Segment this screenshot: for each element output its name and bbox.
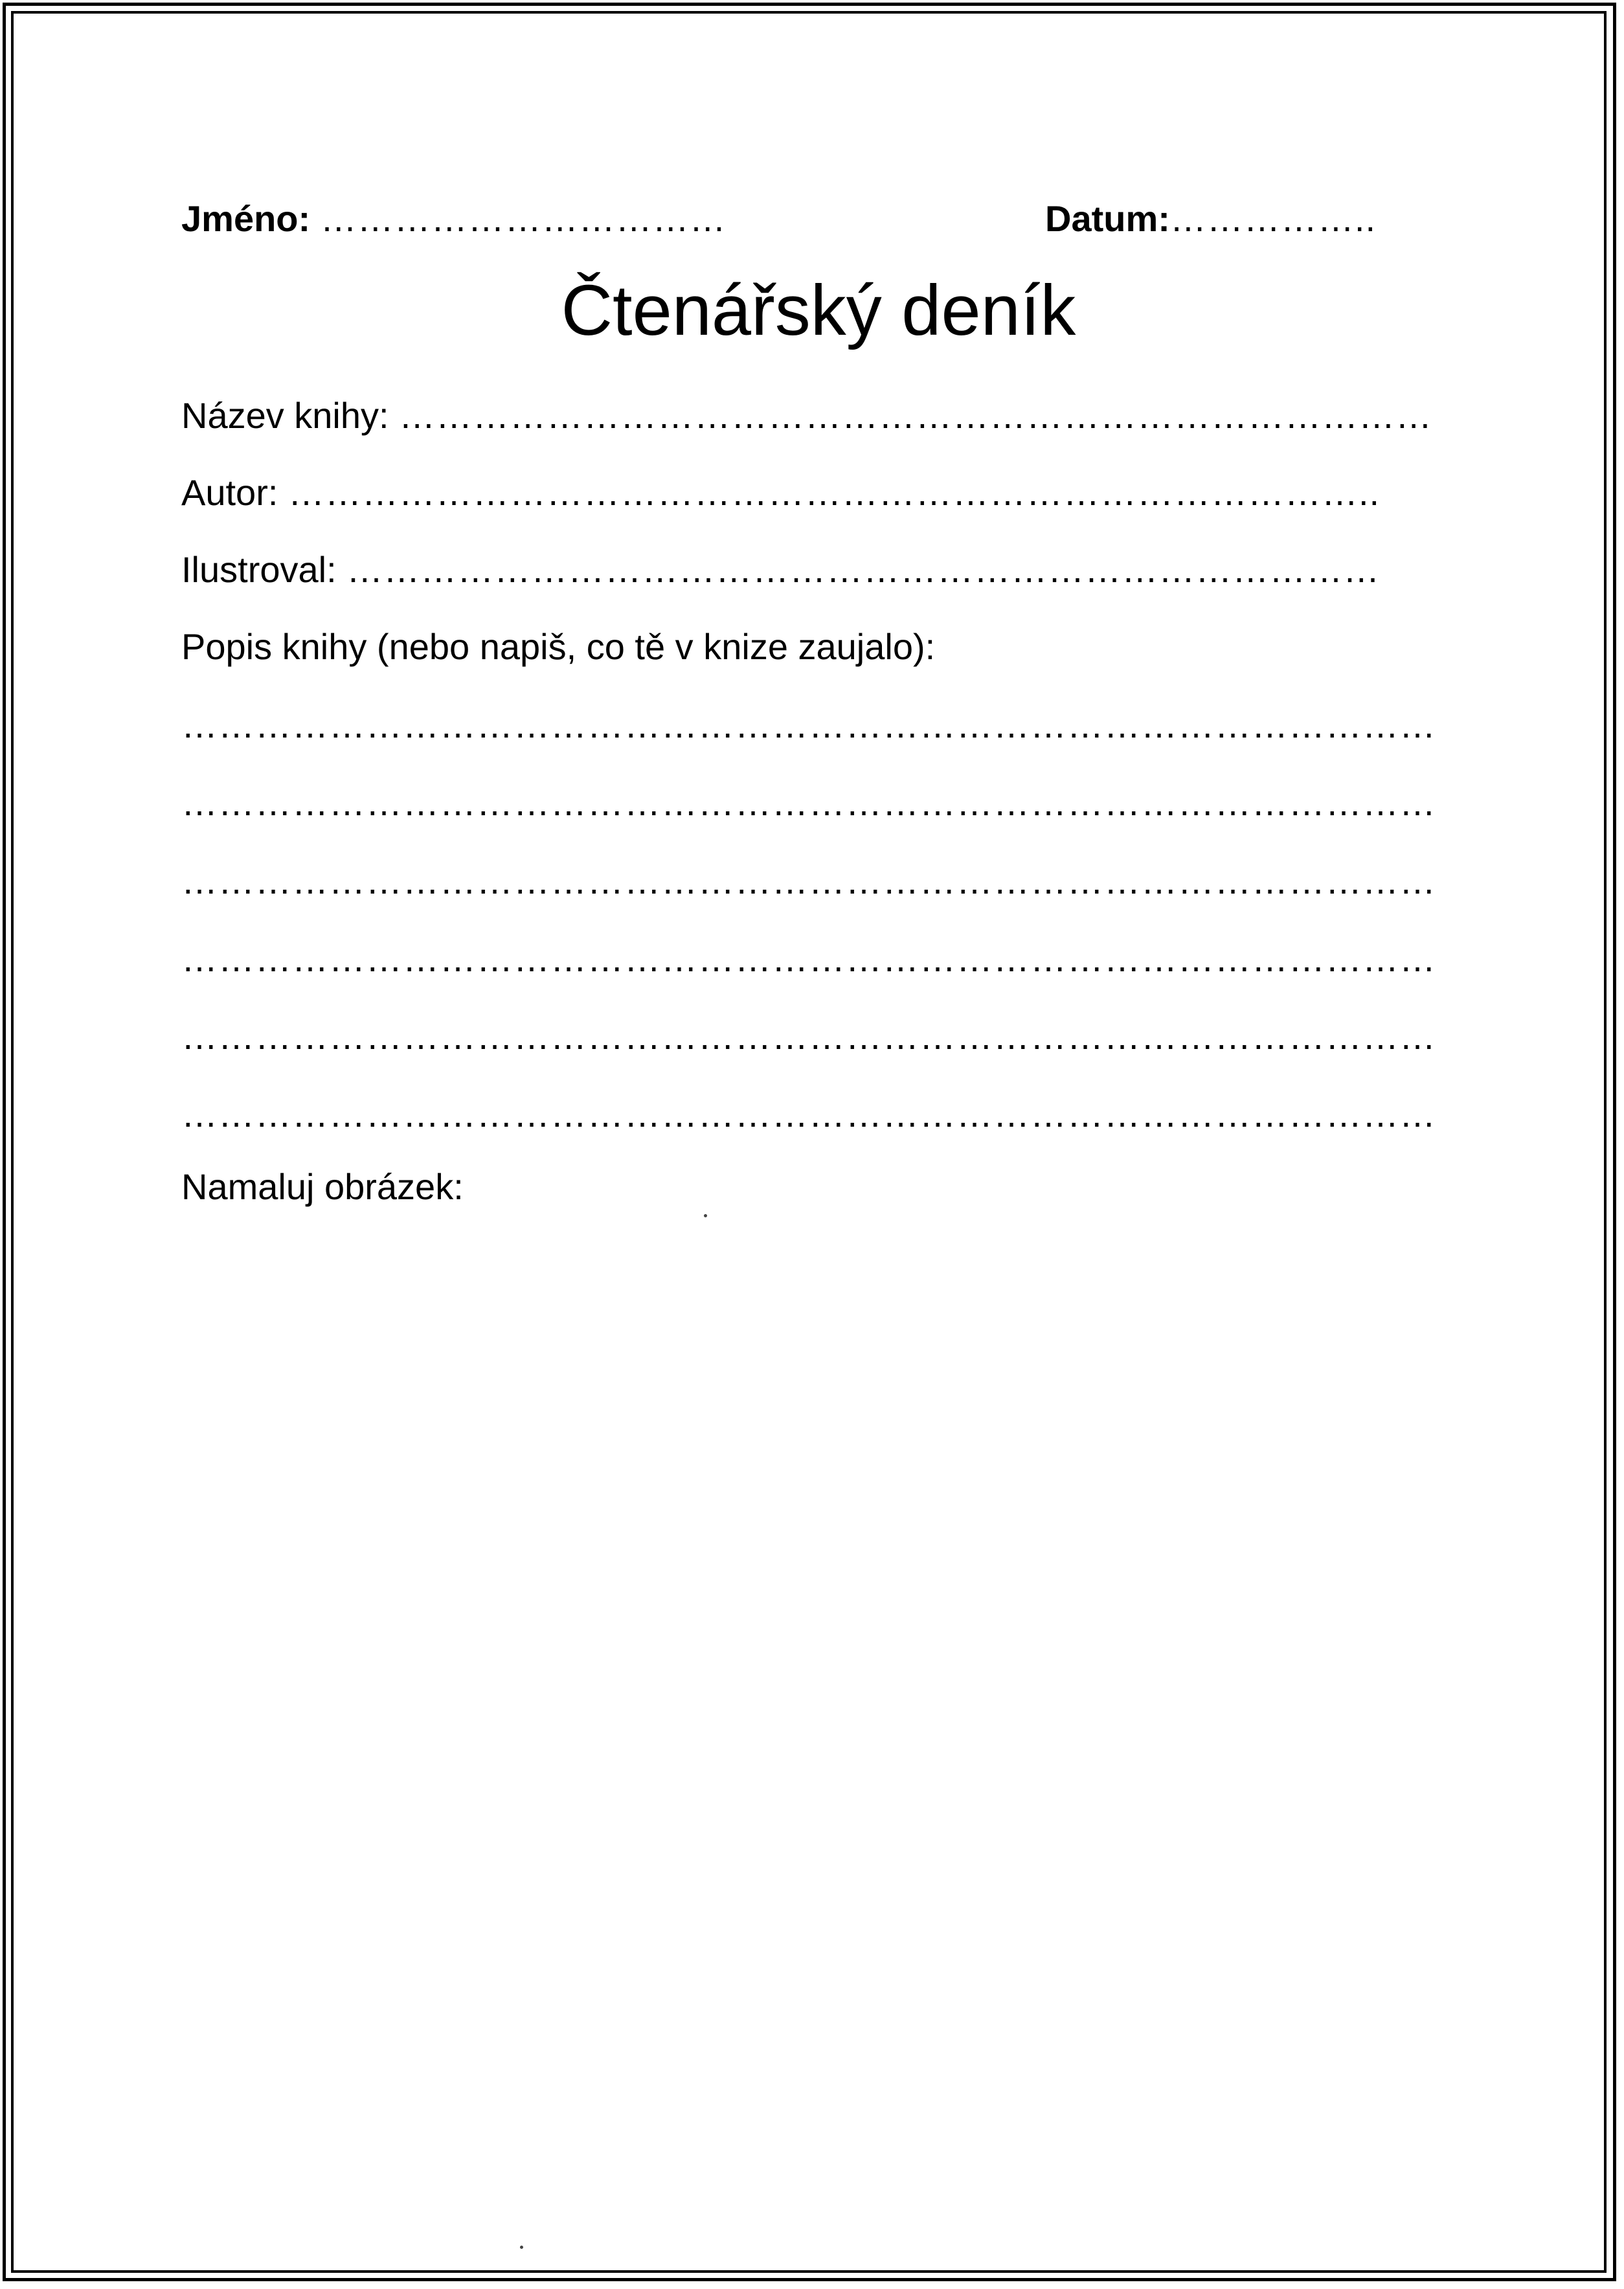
description-line[interactable]: ………………………………………………………………………………………… [181, 861, 1436, 901]
author-field[interactable]: …………………………………………………………………………….. [288, 472, 1381, 513]
book-title-row [181, 395, 1433, 436]
page-title: Čtenářský deník [561, 271, 1076, 350]
description-line[interactable]: ………………………………………………………………………………………… [181, 938, 1436, 979]
name-row [181, 198, 727, 239]
description-line[interactable]: ………………………………………………………………………………………… [181, 782, 1436, 823]
illustrator-label: Ilustroval: [181, 549, 337, 590]
description-line[interactable]: ………………………………………………………………………………………… [181, 1094, 1436, 1134]
book-title-label: Název knihy: [181, 395, 389, 436]
illustrator-field[interactable]: ………………………………………………………………………… [346, 549, 1381, 590]
name-field[interactable]: …………………………… [320, 198, 727, 239]
drawing-label: Namaluj obrázek: [181, 1166, 464, 1207]
date-row [1045, 198, 1377, 239]
illustrator-row [181, 549, 1381, 590]
author-label: Autor: [181, 472, 278, 513]
date-label: Datum: [1045, 198, 1170, 239]
drawing-area[interactable] [181, 1224, 1386, 2195]
description-line[interactable]: ………………………………………………………………………………………… [181, 1016, 1436, 1057]
description-label: Popis knihy (nebo napiš, co tě v knize zaujalo): [181, 626, 936, 667]
date-field[interactable]: …………….. [1169, 198, 1377, 239]
author-row [181, 472, 1381, 513]
name-label: Jméno: [181, 198, 311, 239]
scan-speck [520, 2246, 523, 2249]
description-line[interactable]: ………………………………………………………………………………………… [181, 705, 1436, 745]
scan-speck [704, 1214, 707, 1217]
book-title-field[interactable]: ………………………………………………………………………… [399, 395, 1433, 436]
